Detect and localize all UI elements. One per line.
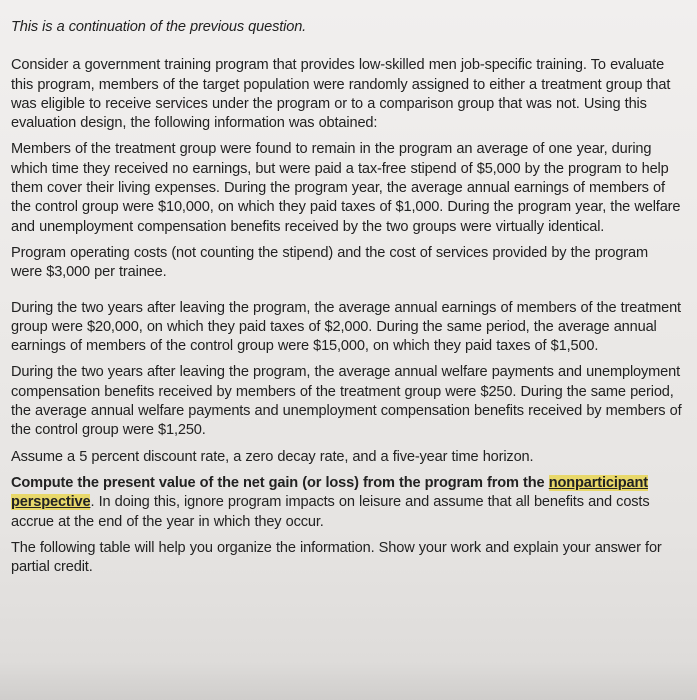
post-earnings-paragraph: During the two years after leaving the program, the average annual earnings of members of the treatment group were $20,000, on which they paid taxes of $2,000. During the same period, the average annual earnings of members of the control group were $15,000, on which they paid taxes of $1,500. [11, 299, 681, 355]
question-rest-text: . In doing this, ignore program impacts on leisure and assume that all benefits and costs accrue at the end of the year in which they occur. [11, 494, 650, 530]
question-paragraph [11, 474, 683, 532]
intro-paragraph: Consider a government training program that provides low-skilled men job-specific training. To evaluate this program, members of the target population were randomly assigned to either a treatment group that was eligible to receive services under the program or to a comparison group that was not. Using this evaluation design, the following information was obtained: [11, 57, 671, 132]
operating-costs-paragraph: Program operating costs (not counting the stipend) and the cost of services provided by the program were $3,000 per trainee. [11, 244, 648, 281]
continuation-note: This is a continuation of the previous question. [11, 19, 307, 35]
post-welfare-paragraph: During the two years after leaving the program, the average annual welfare payments and unemployment compensation benefits received by members of the treatment group were $250. During the same period, the average annual welfare payments and unemployment compensation benefits received by members of the control group were $1,250. [11, 364, 682, 439]
question-bold-text: Compute the present value of the net gain (or loss) from the program from the [11, 474, 545, 491]
question-highlight-text: nonparticipant perspective [11, 474, 648, 511]
treatment-year-paragraph: Members of the treatment group were found to remain in the program an average of one year, during which time they received no earnings, but were paid a tax-free stipend of $5,000 by the program to help them cover their living expenses. During the program year, the average annual earnings of members of the control group were $10,000, on which they paid taxes of $1,000. During the program year, the welfare and unemployment compensation benefits received by the two groups were virtually identical. [11, 141, 681, 235]
assumptions-paragraph: Assume a 5 percent discount rate, a zero decay rate, and a five-year time horizon. [11, 448, 534, 465]
table-note-paragraph: The following table will help you organize the information. Show your work and explain your answer for partial credit. [11, 539, 662, 576]
